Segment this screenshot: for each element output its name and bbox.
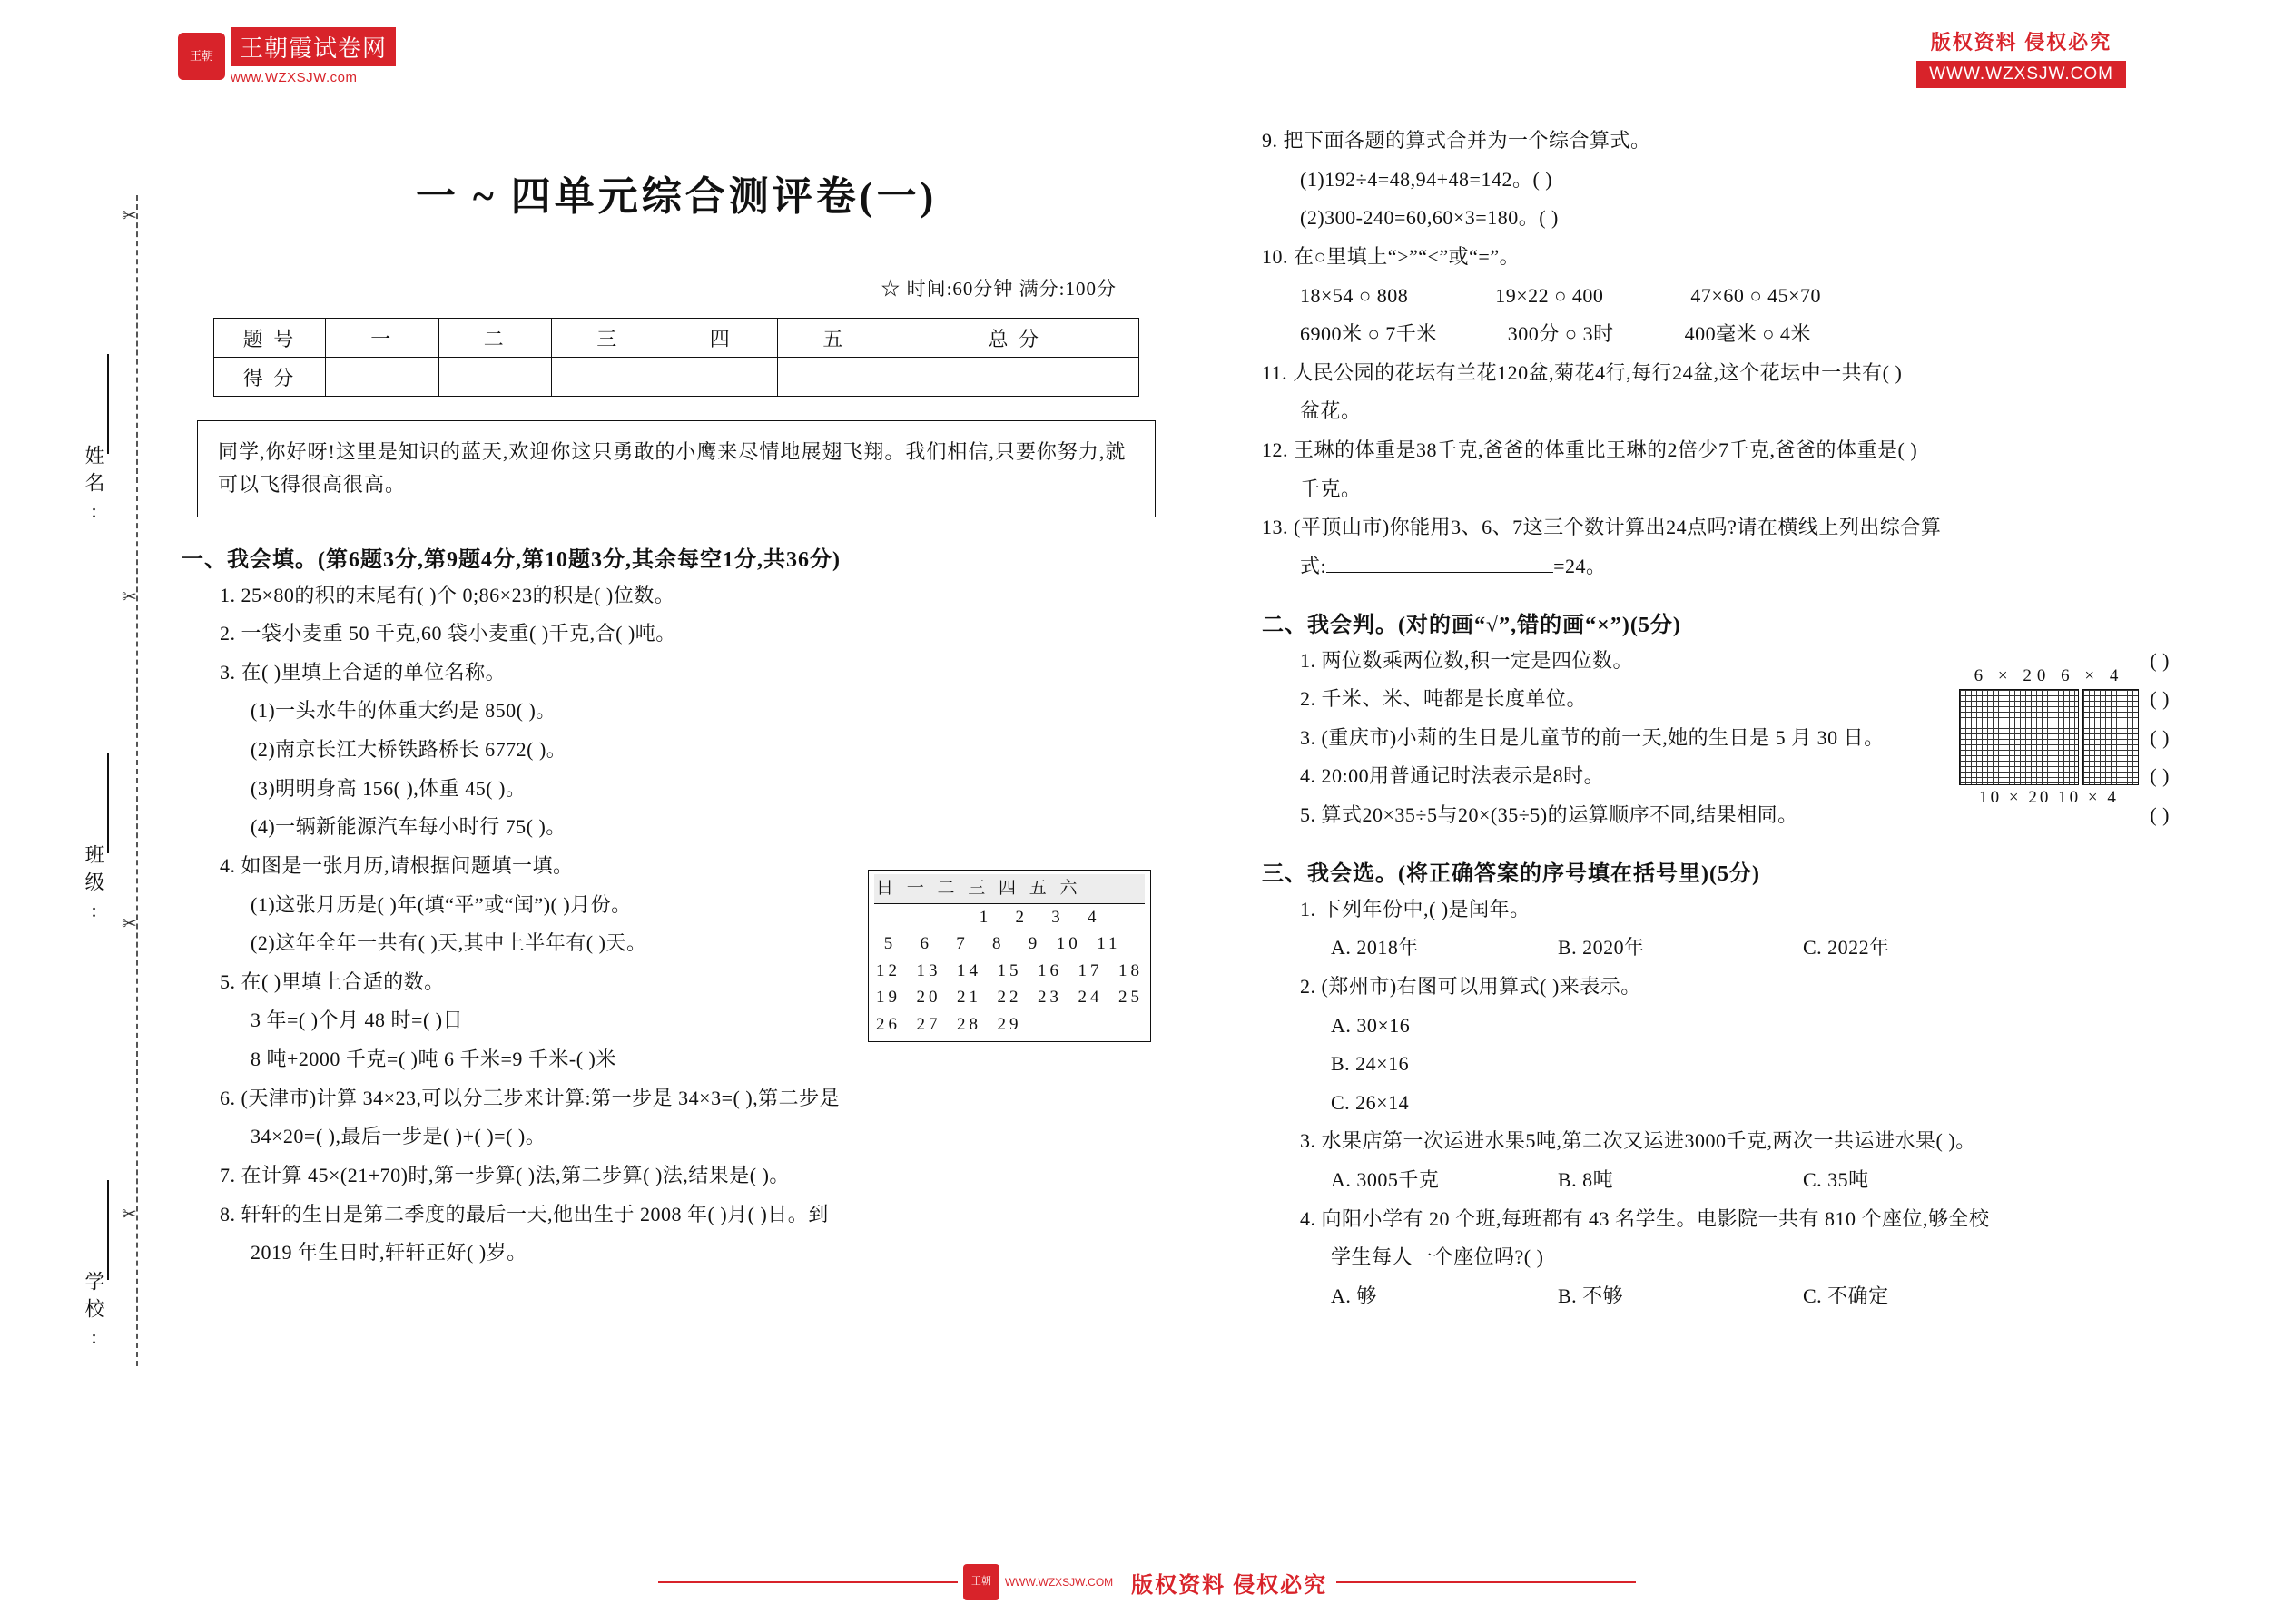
question-13: 13. (平顶山市)你能用3、6、7这三个数计算出24点吗?请在横线上列出综合算 [1262,516,1942,539]
figure-top-labels: 6 × 20 6 × 4 [1974,666,2124,685]
score-value-cell[interactable] [891,358,1138,397]
option-b[interactable]: B. 24×16 [1331,1052,1410,1076]
logo-badge-icon: 王朝 [178,33,225,80]
calendar-row: 26 27 28 29 [876,1014,1022,1034]
name-label: 姓名: [83,445,105,529]
footer-copyright: 版权资料 侵权必究 [1131,1573,1328,1598]
score-value-cell[interactable] [438,358,552,397]
question-4: 4. 如图是一张月历,请根据问题填一填。 [220,853,574,877]
question-4-1: (1)这张月历是( )年(填“平”或“闰”)( )月份。 [251,892,632,916]
choice-question-1: 1. 下列年份中,( )是闰年。 [1300,897,1531,920]
school-label: 学校: [83,1271,105,1355]
table-row [214,358,1139,397]
answer-blank-line[interactable] [1326,552,1553,573]
page-footer [0,1564,2294,1600]
score-value-cell[interactable] [778,358,891,397]
question-12-line2: 千克。 [1300,477,1362,500]
figure-bottom-labels: 10 × 20 10 × 4 [1979,788,2119,807]
option-c[interactable]: C. 不确定 [1803,1284,1889,1307]
cut-line [122,195,138,1366]
score-value-cell[interactable] [326,358,439,397]
scissors-icon: ✂ [122,914,137,934]
score-header-cell: 一 [326,319,439,358]
question-3-4: (4)一辆新能源汽车每小时行 75( )。 [251,815,566,839]
question-7: 7. 在计算 45×(21+70)时,第一步算( )法,第二步算( )法,结果是( )。 [220,1163,790,1186]
option-b[interactable]: B. 不够 [1558,1284,1624,1307]
question-11: 11. 人民公园的花坛有兰花120盆,菊花4行,每行24盆,这个花坛中一共有( ) [1262,360,1903,384]
judge-text: 3. (重庆市)小莉的生日是儿童节的前一天,她的生日是 5 月 30 日。 [1300,725,1885,749]
name-rule [107,354,109,454]
judge-answer-box[interactable]: ( ) [2150,648,2170,672]
grid-container [1944,689,2153,785]
school-rule [107,1180,109,1280]
question-13-line2 [1262,550,2170,583]
score-label-cell: 得 分 [214,358,326,397]
option-a[interactable]: A. 够 [1331,1284,1377,1307]
copyright-url: WWW.WZXSJW.COM [1916,61,2126,88]
question-12: 12. 王琳的体重是38千克,爸爸的体重比王琳的2倍少7千克,爸爸的体重是( ) [1262,438,1918,461]
compare-item: 47×60 ○ 45×70 [1690,283,1822,307]
footer-url: WWW.WZXSJW.COM [1004,1576,1114,1589]
right-column [1262,118,2170,1313]
question-6: 6. (天津市)计算 34×23,可以分三步来计算:第一步是 34×3=( ),第二步是 [220,1086,841,1109]
question-3-2: (2)南京长江大桥铁路桥长 6772( )。 [251,738,567,762]
option-b[interactable]: B. 8吨 [1558,1168,1614,1191]
grid-block-large [1959,689,2079,785]
choice-1-options [1262,931,2170,964]
footer-rule-left [658,1581,958,1583]
score-table [213,318,1139,397]
page-title: 一 ~ 四单元综合测评卷(一) [415,174,938,219]
judge-text: 4. 20:00用普通记时法表示是8时。 [1300,764,1605,788]
question-9-2: (2)300-240=60,60×3=180。( ) [1300,206,1559,230]
option-c[interactable]: C. 2022年 [1803,936,1890,960]
question-3: 3. 在( )里填上合适的单位名称。 [220,660,507,684]
calendar-figure [868,870,1151,1042]
site-logo-left [178,27,396,85]
copyright-banner [1916,27,2126,88]
scissors-icon: ✂ [122,1205,137,1225]
logo-title: 王朝霞试卷网 [231,27,396,66]
question-10: 10. 在○里填上“>”“<”或“=”。 [1262,244,1521,268]
compare-row-1 [1262,280,2170,312]
grid-block-small [2082,689,2139,785]
section-3-heading: 三、我会选。(将正确答案的序号填在括号里)(5分) [1262,861,1760,886]
scissors-icon: ✂ [122,587,137,607]
section-1-heading: 一、我会填。(第6题3分,第9题4分,第10题3分,其余每空1分,共36分) [182,547,841,572]
scissors-icon: ✂ [122,206,137,226]
question-4-2: (2)这年全年一共有( )天,其中上半年有( )天。 [251,931,647,955]
question-11-line2: 盆花。 [1300,399,1362,423]
exam-meta: ☆ 时间:60分钟 满分:100分 [881,278,1117,300]
footer-rule-right [1336,1581,1636,1583]
greeting-box: 同学,你好呀!这里是知识的蓝天,欢迎你这只勇敢的小鹰来尽情地展翅飞翔。我们相信,只要你努力,就可以飞得很高很高。 [197,420,1156,517]
compare-row-2 [1262,318,2170,350]
question-3-3: (3)明明身高 156( ),体重 45( )。 [251,776,527,800]
calendar-row: 12 13 14 15 16 17 18 [876,960,1143,980]
compare-item: 400毫米 ○ 4米 [1684,322,1811,346]
question-2: 2. 一袋小麦重 50 千克,60 袋小麦重( )千克,合( )吨。 [220,622,676,645]
score-header-cell: 二 [438,319,552,358]
copyright-slogan: 版权资料 侵权必究 [1930,31,2112,54]
compare-item: 19×22 ○ 400 [1495,283,1604,307]
choice-4-options [1262,1280,2170,1313]
section-2-heading: 二、我会判。(对的画“√”,错的画“×”)(5分) [1262,613,1681,637]
question-13-tail: =24。 [1553,554,1607,577]
choice-question-4-line2: 学生每人一个座位吗?( ) [1331,1245,1544,1269]
judge-text: 2. 千米、米、吨都是长度单位。 [1300,687,1588,711]
question-8-line2: 2019 年生日时,轩轩正好( )岁。 [251,1241,527,1265]
option-a[interactable]: A. 3005千克 [1331,1168,1440,1191]
judge-answer-box[interactable]: ( ) [2150,764,2170,788]
judge-text: 1. 两位数乘两位数,积一定是四位数。 [1300,648,1634,672]
choice-3-options [1262,1164,2170,1196]
compare-item: 6900米 ○ 7千米 [1300,322,1437,346]
question-5: 5. 在( )里填上合适的数。 [220,969,445,993]
array-model-figure [1944,666,2153,808]
choice-question-2: 2. (郑州市)右图可以用算式( )来表示。 [1300,974,1641,998]
score-header-cell: 五 [778,319,891,358]
question-13-prefix: 式: [1300,554,1327,577]
score-header-cell: 四 [665,319,778,358]
score-value-cell[interactable] [552,358,665,397]
judge-answer-box[interactable]: ( ) [2150,725,2170,749]
class-rule [107,753,109,853]
calendar-row: 5 6 7 8 9 10 11 [876,934,1121,954]
question-5-line1: 3 年=( )个月 48 时=( )日 [251,1009,464,1032]
judge-answer-box[interactable]: ( ) [2150,803,2170,826]
score-header-cell: 三 [552,319,665,358]
class-label: 班级: [83,844,105,929]
compare-item: 18×54 ○ 808 [1300,283,1409,307]
compare-item: 300分 ○ 3时 [1507,322,1614,346]
question-6-line2: 34×20=( ),最后一步是( )+( )=( )。 [251,1125,546,1148]
question-9-1: (1)192÷4=48,94+48=142。( ) [1300,167,1553,191]
calendar-header: 日 一 二 三 四 五 六 [874,874,1145,904]
question-9: 9. 把下面各题的算式合并为一个综合算式。 [1262,129,1651,152]
option-c[interactable]: C. 26×14 [1331,1090,1410,1114]
option-c[interactable]: C. 35吨 [1803,1168,1869,1191]
left-column [182,109,1171,1269]
question-1: 1. 25×80的积的末尾有( )个 0;86×23的积是( )位数。 [220,583,675,606]
table-row [214,319,1139,358]
question-8: 8. 轩轩的生日是第二季度的最后一天,他出生于 2008 年( )月( )日。到 [220,1202,829,1225]
question-3-1: (1)一头水牛的体重大约是 850( )。 [251,699,556,723]
question-5-line2: 8 吨+2000 千克=( )吨 6 千米=9 千米-( )米 [251,1048,616,1071]
score-header-cell: 题 号 [214,319,326,358]
logo-url: www.WZXSJW.com [231,70,358,85]
footer-logo-icon: 王朝 [963,1564,999,1600]
option-a[interactable]: A. 2018年 [1331,936,1419,960]
score-header-cell: 总 分 [891,319,1138,358]
choice-question-4: 4. 向阳小学有 20 个班,每班都有 43 名学生。电影院一共有 810 个座位,够全校 [1300,1206,1990,1230]
judge-text: 5. 算式20×35÷5与20×(35÷5)的运算顺序不同,结果相同。 [1300,803,1798,826]
judge-answer-box[interactable]: ( ) [2150,687,2170,711]
calendar-row: 19 20 21 22 23 24 25 [876,988,1143,1008]
option-a[interactable]: A. 30×16 [1331,1013,1411,1037]
calendar-row: 1 2 3 4 [876,907,1100,927]
option-b[interactable]: B. 2020年 [1558,936,1645,960]
score-value-cell[interactable] [665,358,778,397]
choice-question-3: 3. 水果店第一次运进水果5吨,第二次又运进3000千克,两次一共运进水果( )。 [1300,1129,1976,1153]
